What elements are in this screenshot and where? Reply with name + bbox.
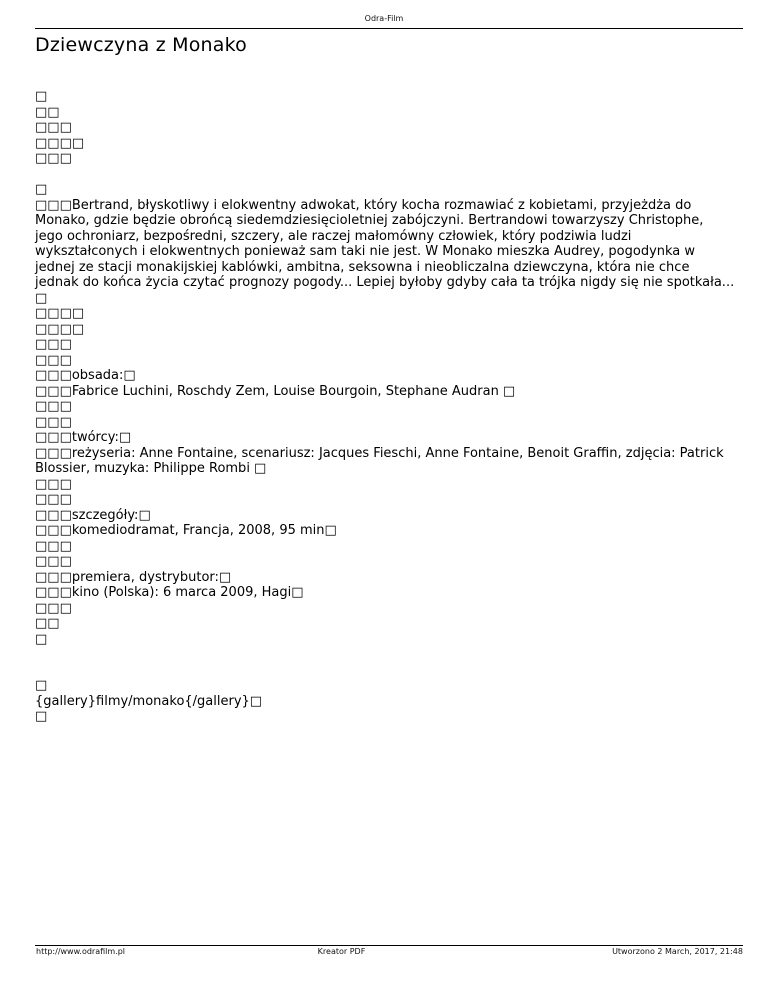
text-line: □□□: [35, 476, 72, 492]
premiere-value: □□□kino (Polska): 6 marca 2009, Hagi□: [35, 585, 304, 600]
text-line: □□□: [35, 538, 72, 554]
gallery-tag: {gallery}filmy/monako{/gallery}□: [35, 693, 263, 709]
text-line: □□□: [35, 492, 72, 507]
cast-label: □□□obsada:□: [35, 368, 136, 383]
premiere-label: □□□premiera, dystrybutor:□: [35, 569, 232, 585]
spacer: [35, 663, 735, 679]
footer-created: Utworzono 2 March, 2017, 21:48: [612, 947, 743, 956]
text-line: □□: [35, 104, 60, 120]
text-line: □□□: [35, 337, 72, 352]
text-line: □□□□: [35, 321, 85, 337]
footer-divider: [35, 945, 743, 946]
text-line: □: [35, 678, 48, 693]
details-value: □□□komediodramat, Francja, 2008, 95 min□: [35, 523, 337, 538]
text-line: □□□□: [35, 306, 85, 321]
text-line: □□□: [35, 120, 72, 135]
text-line: □□□: [35, 352, 72, 368]
site-header: Odra-Film: [364, 14, 404, 23]
text-line: □□□: [35, 554, 72, 569]
synopsis-paragraph: □□□Bertrand, błyskotliwy i elokwentny adwokat, który kocha rozmawiać z kobietami, przyjeżdża do Monako, gdzie będzie obrońcą siedemdziesięcioletniej zabójczyni. Bertrandowi towarzyszy Christophe, jego ochroniarz, bezpośredni, szczery, ale raczej małomówny człowiek, który podziwia ludzi wykształconych i elokwentnych ponieważ sam taki nie jest. W Monako mieszka Audrey, pogodynka w jednej ze stacji monakijskiej kablówki, ambitna, seksowna i nieobliczalna dziewczyna, która nie chce jednak do końca życia czytać prognozy pogody... Lepiej byłoby gdyby cała ta trójka nigdy się nie spotkała... □: [35, 197, 735, 306]
details-label: □□□szczegóły:□: [35, 507, 151, 523]
text-line: □: [35, 709, 48, 724]
text-line: □: [35, 631, 48, 647]
text-line: □: [35, 89, 48, 104]
cast-value: □□□Fabrice Luchini, Roschdy Zem, Louise Bourgoin, Stephane Audran □: [35, 383, 516, 399]
spacer: [35, 167, 735, 183]
spacer: [35, 647, 735, 663]
text-line: □□□: [35, 414, 72, 430]
text-line: □□□□: [35, 135, 85, 151]
header-divider: [35, 28, 743, 29]
footer-url[interactable]: http://www.odrafilm.pl: [36, 947, 126, 956]
crew-label: □□□twórcy:□: [35, 430, 132, 445]
text-line: □□□: [35, 600, 72, 616]
footer-generator: Kreator PDF: [317, 947, 366, 956]
text-line: □□□: [35, 399, 72, 414]
text-line: □: [35, 182, 48, 197]
text-line: □□□: [35, 151, 72, 166]
page-title: Dziewczyna z Monako: [35, 34, 247, 56]
article-body: [35, 89, 735, 725]
text-line: □□: [35, 616, 60, 631]
crew-value: □□□reżyseria: Anne Fontaine, scenariusz: Jacques Fieschi, Anne Fontaine, Benoit Graffin, zdjęcia: Patrick Blossier, muzyka: Philippe Rombi □: [35, 445, 724, 476]
